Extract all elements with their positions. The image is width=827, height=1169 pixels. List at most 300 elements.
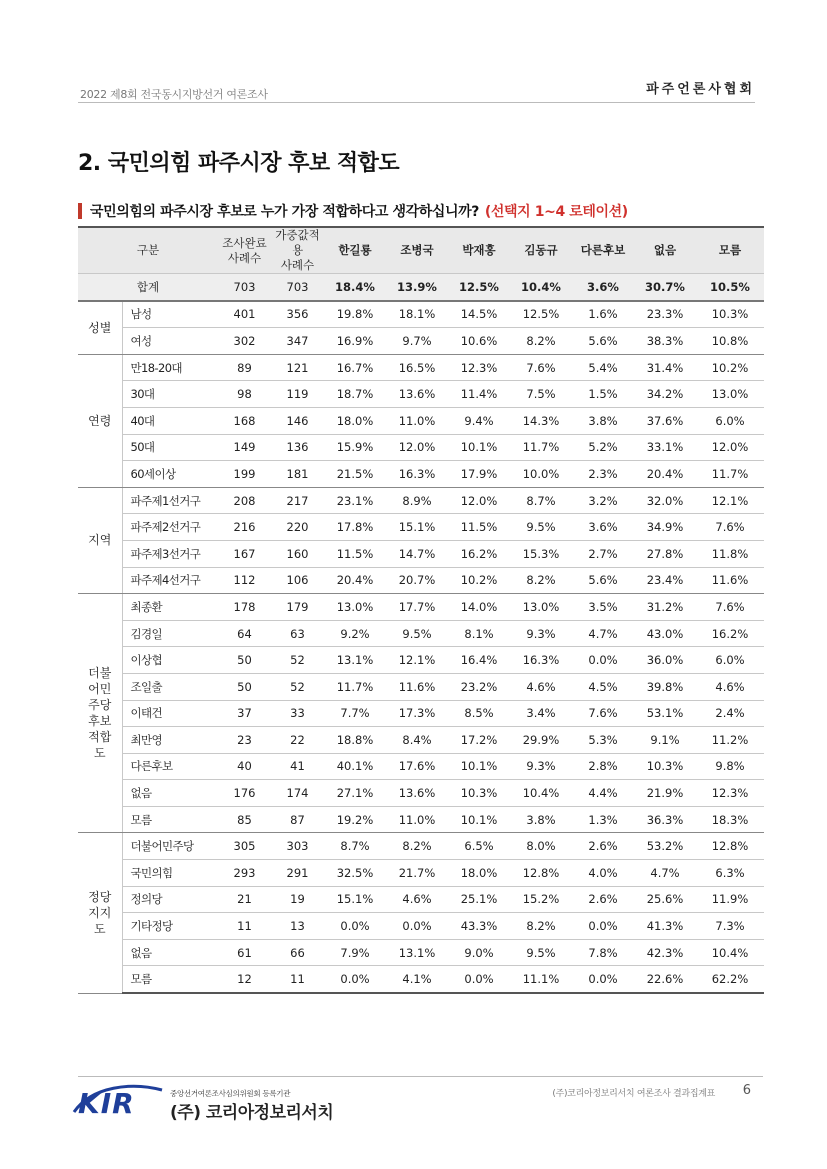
table-cell: 4.6%	[386, 886, 448, 913]
table-cell: 41.3%	[634, 913, 696, 940]
table-cell: 12.0%	[448, 487, 510, 514]
table-cell: 17.3%	[386, 700, 448, 727]
table-row	[78, 727, 764, 754]
table-row	[78, 407, 764, 434]
table-cell: 167	[218, 540, 271, 567]
table-body	[78, 274, 764, 994]
table-cell: 22.6%	[634, 966, 696, 993]
table-cell: 10.1%	[448, 806, 510, 833]
table-cell: 18.4%	[324, 274, 386, 301]
row-label: 기타정당	[122, 913, 218, 940]
table-row-total	[78, 274, 764, 301]
table-cell: 13.0%	[324, 594, 386, 621]
column-header: 모름	[696, 227, 764, 274]
table-cell: 15.1%	[324, 886, 386, 913]
row-label: 30대	[122, 381, 218, 408]
table-cell: 13	[271, 913, 324, 940]
table-cell: 11.6%	[386, 673, 448, 700]
table-cell: 2.8%	[572, 753, 634, 780]
table-cell: 7.6%	[696, 514, 764, 541]
table-cell: 6.0%	[696, 407, 764, 434]
table-cell: 32.0%	[634, 487, 696, 514]
table-cell: 0.0%	[572, 966, 634, 993]
table-cell: 10.6%	[448, 328, 510, 355]
table-cell: 293	[218, 860, 271, 887]
table-cell: 11.7%	[696, 461, 764, 488]
table-cell: 13.1%	[324, 647, 386, 674]
table-cell: 21.5%	[324, 461, 386, 488]
row-label: 모름	[122, 806, 218, 833]
table-row	[78, 913, 764, 940]
page-number: 6	[742, 1083, 751, 1098]
table-row	[78, 301, 764, 328]
table-cell: 11.9%	[696, 886, 764, 913]
table-cell: 25.6%	[634, 886, 696, 913]
table-cell: 32.5%	[324, 860, 386, 887]
table-cell: 13.9%	[386, 274, 448, 301]
table-cell: 10.4%	[510, 780, 572, 807]
table-cell: 8.2%	[510, 567, 572, 594]
table-cell: 10.4%	[696, 939, 764, 966]
table-cell: 8.2%	[510, 328, 572, 355]
table-cell: 42.3%	[634, 939, 696, 966]
row-label: 모름	[122, 966, 218, 993]
table-cell: 40.1%	[324, 753, 386, 780]
table-cell: 291	[271, 860, 324, 887]
table-row	[78, 939, 764, 966]
table-cell: 18.0%	[324, 407, 386, 434]
table-cell: 11.5%	[448, 514, 510, 541]
table-cell: 16.4%	[448, 647, 510, 674]
footer-divider	[78, 1076, 763, 1077]
table-cell: 1.5%	[572, 381, 634, 408]
table-cell: 10.3%	[696, 301, 764, 328]
row-label: 50대	[122, 434, 218, 461]
table-cell: 12.8%	[510, 860, 572, 887]
table-cell: 178	[218, 594, 271, 621]
table-cell: 1.3%	[572, 806, 634, 833]
table-cell: 4.0%	[572, 860, 634, 887]
table-cell: 303	[271, 833, 324, 860]
table-cell: 52	[271, 647, 324, 674]
table-row	[78, 780, 764, 807]
table-cell: 3.6%	[572, 274, 634, 301]
table-cell: 199	[218, 461, 271, 488]
table-cell: 8.0%	[510, 833, 572, 860]
table-cell: 15.9%	[324, 434, 386, 461]
table-cell: 7.6%	[572, 700, 634, 727]
table-cell: 6.3%	[696, 860, 764, 887]
table-cell: 11.4%	[448, 381, 510, 408]
table-cell: 20.4%	[634, 461, 696, 488]
table-cell: 31.4%	[634, 354, 696, 381]
table-cell: 9.5%	[510, 939, 572, 966]
row-label: 김경일	[122, 620, 218, 647]
table-cell: 64	[218, 620, 271, 647]
table-cell: 7.5%	[510, 381, 572, 408]
table-cell: 4.6%	[510, 673, 572, 700]
row-label: 남성	[122, 301, 218, 328]
table-cell: 8.5%	[448, 700, 510, 727]
table-cell: 0.0%	[386, 913, 448, 940]
table-cell: 8.7%	[324, 833, 386, 860]
column-header: 없음	[634, 227, 696, 274]
table-cell: 10.0%	[510, 461, 572, 488]
table-cell: 16.3%	[510, 647, 572, 674]
table-cell: 13.0%	[696, 381, 764, 408]
table-cell: 168	[218, 407, 271, 434]
table-cell: 14.0%	[448, 594, 510, 621]
table-cell: 220	[271, 514, 324, 541]
table-cell: 50	[218, 673, 271, 700]
column-header: 구분	[78, 227, 218, 274]
table-cell: 17.7%	[386, 594, 448, 621]
table-cell: 38.3%	[634, 328, 696, 355]
table-cell: 23.1%	[324, 487, 386, 514]
table-cell: 106	[271, 567, 324, 594]
table-row	[78, 381, 764, 408]
table-row	[78, 966, 764, 993]
table-cell: 4.7%	[572, 620, 634, 647]
table-cell: 10.8%	[696, 328, 764, 355]
row-label: 파주제2선거구	[122, 514, 218, 541]
table-cell: 66	[271, 939, 324, 966]
table-cell: 16.7%	[324, 354, 386, 381]
table-cell: 305	[218, 833, 271, 860]
section-title: 2. 국민의힘 파주시장 후보 적합도	[78, 151, 400, 176]
table-header-row	[78, 227, 764, 274]
table-cell: 18.7%	[324, 381, 386, 408]
table-cell: 11.2%	[696, 727, 764, 754]
table-cell: 11.8%	[696, 540, 764, 567]
table-cell: 40	[218, 753, 271, 780]
table-cell: 19.8%	[324, 301, 386, 328]
table-cell: 7.9%	[324, 939, 386, 966]
table-cell: 0.0%	[324, 966, 386, 993]
question	[78, 201, 628, 221]
table-cell: 2.6%	[572, 886, 634, 913]
table-cell: 0.0%	[324, 913, 386, 940]
table-cell: 3.4%	[510, 700, 572, 727]
table-cell: 16.2%	[696, 620, 764, 647]
table-cell: 2.4%	[696, 700, 764, 727]
row-label: 이태건	[122, 700, 218, 727]
table-cell: 216	[218, 514, 271, 541]
table-cell: 27.8%	[634, 540, 696, 567]
column-header: 박재홍	[448, 227, 510, 274]
question-note: (선택지 1~4 로테이션)	[484, 204, 628, 220]
table-cell: 5.2%	[572, 434, 634, 461]
table-cell: 17.2%	[448, 727, 510, 754]
table-cell: 176	[218, 780, 271, 807]
table-cell: 302	[218, 328, 271, 355]
table-cell: 11.0%	[386, 407, 448, 434]
table-cell: 14.3%	[510, 407, 572, 434]
row-label: 다른후보	[122, 753, 218, 780]
table-cell: 15.2%	[510, 886, 572, 913]
table-cell: 12.1%	[696, 487, 764, 514]
table-cell: 63	[271, 620, 324, 647]
table-cell: 16.5%	[386, 354, 448, 381]
table-cell: 23.2%	[448, 673, 510, 700]
row-label: 이상협	[122, 647, 218, 674]
column-header: 김동규	[510, 227, 572, 274]
table-cell: 2.6%	[572, 833, 634, 860]
table-cell: 33.1%	[634, 434, 696, 461]
table-cell: 9.3%	[510, 620, 572, 647]
table-cell: 2.3%	[572, 461, 634, 488]
table-cell: 9.4%	[448, 407, 510, 434]
table-cell: 18.8%	[324, 727, 386, 754]
table-cell: 136	[271, 434, 324, 461]
table-cell: 20.4%	[324, 567, 386, 594]
table-cell: 15.1%	[386, 514, 448, 541]
table-cell: 7.3%	[696, 913, 764, 940]
table-cell: 703	[271, 274, 324, 301]
table-cell: 112	[218, 567, 271, 594]
table-row	[78, 700, 764, 727]
table-cell: 179	[271, 594, 324, 621]
table-cell: 23.3%	[634, 301, 696, 328]
table-row	[78, 567, 764, 594]
table-cell: 3.8%	[510, 806, 572, 833]
kir-logo-icon	[72, 1082, 164, 1116]
table-cell: 12.3%	[696, 780, 764, 807]
table-cell: 217	[271, 487, 324, 514]
table-cell: 10.1%	[448, 434, 510, 461]
table-cell: 53.2%	[634, 833, 696, 860]
table-cell: 8.2%	[386, 833, 448, 860]
table-row	[78, 540, 764, 567]
table-cell: 356	[271, 301, 324, 328]
table-row	[78, 354, 764, 381]
table-cell: 14.7%	[386, 540, 448, 567]
table-cell: 12	[218, 966, 271, 993]
table-cell: 87	[271, 806, 324, 833]
table-cell: 10.1%	[448, 753, 510, 780]
table-cell: 15.3%	[510, 540, 572, 567]
footer-company-name: (주) 코리아정보리서치	[170, 1103, 334, 1123]
table-cell: 7.6%	[696, 594, 764, 621]
table-cell: 12.5%	[510, 301, 572, 328]
table-cell: 119	[271, 381, 324, 408]
table-cell: 22	[271, 727, 324, 754]
table-row	[78, 514, 764, 541]
table-cell: 12.0%	[696, 434, 764, 461]
table-cell: 703	[218, 274, 271, 301]
table-cell: 21.7%	[386, 860, 448, 887]
table-cell: 9.3%	[510, 753, 572, 780]
table-cell: 7.6%	[510, 354, 572, 381]
table-cell: 36.0%	[634, 647, 696, 674]
table-cell: 6.0%	[696, 647, 764, 674]
table-cell: 37.6%	[634, 407, 696, 434]
table-cell: 16.9%	[324, 328, 386, 355]
table-cell: 34.2%	[634, 381, 696, 408]
table-cell: 3.2%	[572, 487, 634, 514]
table-cell: 34.9%	[634, 514, 696, 541]
table-cell: 8.7%	[510, 487, 572, 514]
table-cell: 27.1%	[324, 780, 386, 807]
table-cell: 25.1%	[448, 886, 510, 913]
table-cell: 3.8%	[572, 407, 634, 434]
table-cell: 31.2%	[634, 594, 696, 621]
table-cell: 41	[271, 753, 324, 780]
table-cell: 6.5%	[448, 833, 510, 860]
table-cell: 9.0%	[448, 939, 510, 966]
table-row	[78, 833, 764, 860]
table-cell: 20.7%	[386, 567, 448, 594]
column-header: 가중값적용 사례수	[271, 227, 324, 274]
table-row	[78, 673, 764, 700]
table-cell: 1.6%	[572, 301, 634, 328]
table-cell: 52	[271, 673, 324, 700]
table-cell: 7.8%	[572, 939, 634, 966]
table-cell: 11.5%	[324, 540, 386, 567]
table-cell: 53.1%	[634, 700, 696, 727]
table-cell: 19	[271, 886, 324, 913]
row-label: 더불어민주당	[122, 833, 218, 860]
table-cell: 5.3%	[572, 727, 634, 754]
table-cell: 4.7%	[634, 860, 696, 887]
table-cell: 12.1%	[386, 647, 448, 674]
table-cell: 36.3%	[634, 806, 696, 833]
table-cell: 18.0%	[448, 860, 510, 887]
footer-registration: 중앙선거여론조사심의위원회 등록기관	[170, 1089, 291, 1098]
table-cell: 146	[271, 407, 324, 434]
table-cell: 9.2%	[324, 620, 386, 647]
table-cell: 21.9%	[634, 780, 696, 807]
table-cell: 0.0%	[448, 966, 510, 993]
table-cell: 85	[218, 806, 271, 833]
table-cell: 18.3%	[696, 806, 764, 833]
table-cell: 13.0%	[510, 594, 572, 621]
table-cell: 347	[271, 328, 324, 355]
column-header: 한길룡	[324, 227, 386, 274]
column-header: 조병국	[386, 227, 448, 274]
table-cell: 5.6%	[572, 328, 634, 355]
group-label: 지역	[78, 487, 122, 593]
table-cell: 98	[218, 381, 271, 408]
table-cell: 11.7%	[324, 673, 386, 700]
column-header: 다른후보	[572, 227, 634, 274]
table-cell: 0.0%	[572, 913, 634, 940]
table-cell: 16.2%	[448, 540, 510, 567]
table-cell: 10.3%	[448, 780, 510, 807]
table-cell: 10.2%	[448, 567, 510, 594]
table-cell: 4.1%	[386, 966, 448, 993]
table-cell: 0.0%	[572, 647, 634, 674]
table-cell: 121	[271, 354, 324, 381]
table-cell: 19.2%	[324, 806, 386, 833]
table-cell: 37	[218, 700, 271, 727]
table-cell: 8.4%	[386, 727, 448, 754]
table-cell: 10.3%	[634, 753, 696, 780]
table-cell: 11.1%	[510, 966, 572, 993]
kir-logo-text: KIR	[78, 1087, 135, 1116]
row-label: 조일출	[122, 673, 218, 700]
group-label: 더불 어민 주당 후보 적합 도	[78, 594, 122, 833]
table-cell: 8.2%	[510, 913, 572, 940]
table-cell: 149	[218, 434, 271, 461]
row-label: 정의당	[122, 886, 218, 913]
row-label: 여성	[122, 328, 218, 355]
row-label: 없음	[122, 939, 218, 966]
table-cell: 174	[271, 780, 324, 807]
table-cell: 16.3%	[386, 461, 448, 488]
table-cell: 17.9%	[448, 461, 510, 488]
table-cell: 17.8%	[324, 514, 386, 541]
table-cell: 30.7%	[634, 274, 696, 301]
table-cell: 8.1%	[448, 620, 510, 647]
table-cell: 208	[218, 487, 271, 514]
table-cell: 9.5%	[510, 514, 572, 541]
table-row	[78, 647, 764, 674]
row-label: 합계	[78, 274, 218, 301]
table-cell: 4.4%	[572, 780, 634, 807]
table-cell: 89	[218, 354, 271, 381]
table-row	[78, 434, 764, 461]
table-cell: 11.6%	[696, 567, 764, 594]
table-cell: 12.3%	[448, 354, 510, 381]
table-row	[78, 620, 764, 647]
table-cell: 18.1%	[386, 301, 448, 328]
table-cell: 401	[218, 301, 271, 328]
table-cell: 23	[218, 727, 271, 754]
table-cell: 17.6%	[386, 753, 448, 780]
table-cell: 13.6%	[386, 780, 448, 807]
table-cell: 12.0%	[386, 434, 448, 461]
table-cell: 4.6%	[696, 673, 764, 700]
table-cell: 9.7%	[386, 328, 448, 355]
row-label: 파주제3선거구	[122, 540, 218, 567]
table-row	[78, 487, 764, 514]
table-cell: 7.7%	[324, 700, 386, 727]
table-cell: 21	[218, 886, 271, 913]
group-label: 정당 지지 도	[78, 833, 122, 993]
table-cell: 11	[271, 966, 324, 993]
row-label: 만18-20대	[122, 354, 218, 381]
table-row	[78, 328, 764, 355]
table-cell: 9.8%	[696, 753, 764, 780]
table-row	[78, 753, 764, 780]
group-label: 성별	[78, 301, 122, 355]
table-cell: 9.5%	[386, 620, 448, 647]
table-cell: 11.0%	[386, 806, 448, 833]
table-cell: 43.3%	[448, 913, 510, 940]
results-table	[78, 226, 764, 994]
footer-report-title: (주)코리아정보리서치 여론조사 결과집계표	[552, 1089, 715, 1099]
table-cell: 5.4%	[572, 354, 634, 381]
table-cell: 12.8%	[696, 833, 764, 860]
table-cell: 5.6%	[572, 567, 634, 594]
table-cell: 61	[218, 939, 271, 966]
table-cell: 13.6%	[386, 381, 448, 408]
table-cell: 8.9%	[386, 487, 448, 514]
table-cell: 12.5%	[448, 274, 510, 301]
row-label: 국민의힘	[122, 860, 218, 887]
table-cell: 160	[271, 540, 324, 567]
column-header: 조사완료 사례수	[218, 227, 271, 274]
table-cell: 33	[271, 700, 324, 727]
row-label: 파주제1선거구	[122, 487, 218, 514]
row-label: 40대	[122, 407, 218, 434]
table-cell: 181	[271, 461, 324, 488]
table-row	[78, 860, 764, 887]
table-cell: 14.5%	[448, 301, 510, 328]
table-cell: 62.2%	[696, 966, 764, 993]
table-cell: 39.8%	[634, 673, 696, 700]
